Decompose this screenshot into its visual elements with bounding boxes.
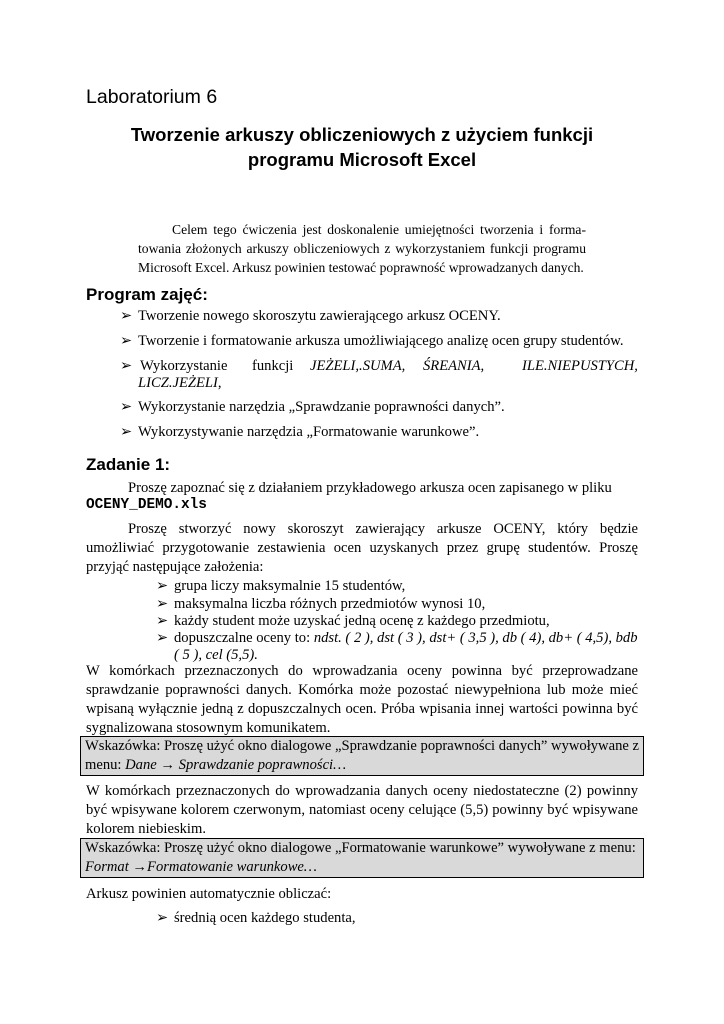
- assumption-4-lead: dopuszczalne oceny to:: [174, 630, 311, 646]
- hint-1-menu-path: Dane → Sprawdzanie poprawności…: [125, 757, 347, 773]
- task-paragraph-5: Arkusz powinien automatycznie obliczać:: [86, 886, 332, 902]
- bullet-arrow-icon: ➢: [120, 424, 133, 440]
- calc-item-1: [156, 909, 356, 928]
- program-item-5-text: Wykorzystywanie narzędzia „Formatowanie warunkowe”.: [138, 424, 480, 440]
- lab-heading: Laboratorium 6: [86, 86, 218, 108]
- function-ile-niepustych: ILE.NIEPUSTYCH,: [522, 358, 638, 374]
- program-item-2-text: Tworzenie i formatowanie arkusza umożliwiającego analizę ocen grupy studentów.: [138, 333, 624, 349]
- bullet-arrow-icon: ➢: [156, 910, 169, 926]
- task-paragraph-2: Proszę stworzyć nowy skoroszyt zawierający arkusze OCENY, który będzie umożliwiać przygotowanie zestawienia ocen uzyskanych przez grupę studentów. Proszę przyjąć następujące założenia:: [86, 521, 638, 575]
- bullet-arrow-icon: ➢: [156, 578, 169, 594]
- hint-2-text: Wskazówka: Proszę użyć okno dialogowe „Formatowanie warunkowe” wywoływane z menu:: [85, 840, 636, 856]
- bullet-arrow-icon: ➢: [156, 596, 169, 612]
- document-title: [86, 122, 638, 172]
- hint-2-menu-path: Format →Formatowanie warunkowe…: [85, 859, 317, 875]
- task-paragraph-1: Proszę zapoznać się z działaniem przykładowego arkusza ocen zapisanego w pliku: [128, 480, 612, 496]
- program-heading: Program zajęć:: [86, 285, 208, 304]
- program-item-1-text: Tworzenie nowego skoroszytu zawierającego arkusz OCENY.: [138, 308, 501, 324]
- function-jezeli-suma: JEŻELI,.SUMA,: [310, 358, 406, 374]
- program-item-2: [120, 332, 624, 351]
- assumption-2-text: maksymalna liczba różnych przedmiotów wynosi 10,: [174, 596, 486, 612]
- function-sreania: ŚREANIA,: [423, 358, 485, 374]
- hint-box-validation: [80, 736, 644, 776]
- assumption-1: [156, 577, 405, 596]
- calc-item-1-text: średnią ocen każdego studenta,: [174, 910, 356, 926]
- bullet-arrow-icon: ➢: [120, 358, 133, 374]
- task-heading: Zadanie 1:: [86, 455, 171, 474]
- bullet-arrow-icon: ➢: [120, 308, 133, 324]
- intro-paragraph: Celem tego ćwiczenia jest doskonalenie umiejętności tworzenia i forma-towania złożonych arkuszy obliczeniowych z wykorzystaniem funkcji programu Microsoft Excel. Arkusz powinien testować poprawność wprowadzanych danych.: [138, 222, 586, 275]
- program-item-1: [120, 307, 501, 326]
- program-item-4: [120, 398, 505, 417]
- program-item-3-tail: ,: [217, 375, 222, 391]
- task-paragraph-3: W komórkach przeznaczonych do wprowadzania oceny powinna być przeprowadzane sprawdzanie poprawności danych. Komórka może pozostać niewypełniona lub może mieć wpisaną wyłącznie jedną z dopuszczalnych ocen. Próba wpisania innej wartości powinna być sygnalizowana stosownym komunikatem.: [86, 663, 638, 736]
- program-item-3-lead: Wykorzystanie: [140, 358, 228, 374]
- allowed-grades-cont: ( 5 ), cel (5,5).: [174, 647, 258, 663]
- bullet-arrow-icon: ➢: [156, 630, 169, 646]
- task-paragraph-4: W komórkach przeznaczonych do wprowadzania danych oceny niedostateczne (2) powinny być wpisywane kolorem czerwonym, natomiast oceny celujące (5,5) powinny być wpisywane kolorem niebieskim.: [86, 783, 638, 837]
- title-line-2: programu Microsoft Excel: [247, 149, 477, 170]
- demo-file-name: OCENY_DEMO.xls: [86, 497, 207, 513]
- program-item-4-text: Wykorzystanie narzędzia „Sprawdzanie poprawności danych”.: [138, 399, 505, 415]
- program-item-3-cont: [138, 374, 222, 393]
- hint-box-conditional: [80, 838, 644, 878]
- assumption-1-text: grupa liczy maksymalnie 15 studentów,: [174, 578, 406, 594]
- hint-1-text: Wskazówka: Proszę użyć okno dialogowe „Sprawdzanie poprawności danych” wywoływane z menu:: [85, 738, 639, 773]
- program-item-5: [120, 423, 479, 442]
- title-line-1: Tworzenie arkuszy obliczeniowych z użyciem funkcji: [130, 124, 594, 145]
- bullet-arrow-icon: ➢: [156, 613, 169, 629]
- function-licz-jezeli: LICZ.JEŻELI: [138, 375, 218, 391]
- assumption-3-text: każdy student może uzyskać jedną ocenę z każdego przedmiotu,: [174, 613, 550, 629]
- bullet-arrow-icon: ➢: [120, 399, 133, 415]
- program-item-3-word: funkcji: [252, 358, 294, 374]
- bullet-arrow-icon: ➢: [120, 333, 133, 349]
- allowed-grades: ndst. ( 2 ), dst ( 3 ), dst+ ( 3,5 ), db ( 4), db+ ( 4,5), bdb: [313, 630, 638, 646]
